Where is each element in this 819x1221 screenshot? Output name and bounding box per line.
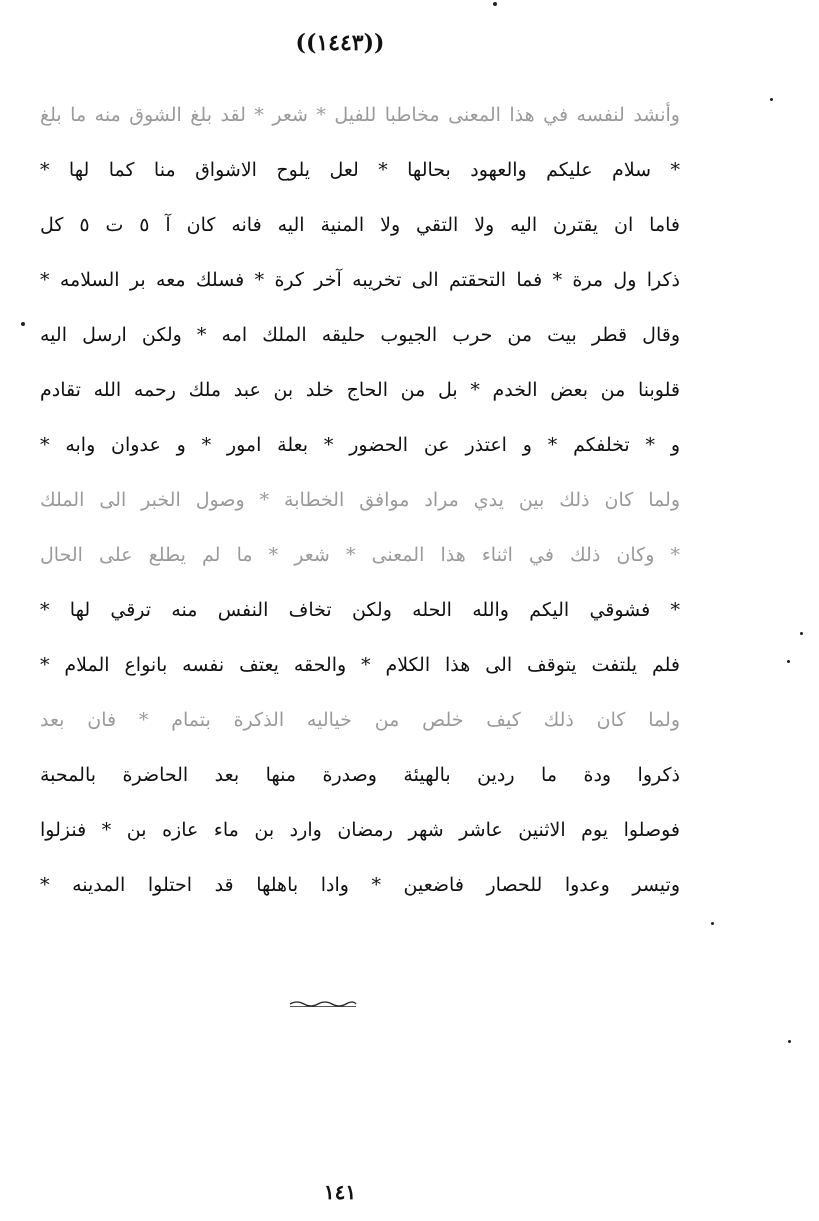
manuscript-text-block	[40, 88, 680, 913]
manuscript-line: فاما ان يقترن اليه ولا التقي ولا المنية اليه فانه كان آ ٥ ت ٥ كل	[40, 214, 680, 236]
page-number: ((١٤٤٣))	[295, 30, 385, 56]
manuscript-line: وأنشد لنفسه في هذا المعنى مخاطبا للفيل * شعر * لقد بلغ الشوق منه ما بلغ	[40, 104, 680, 126]
footer-folio-mark: ١٤١	[323, 1180, 357, 1204]
ink-speck	[770, 98, 773, 101]
manuscript-line: * سلام عليكم والعهود بحالها * لعل يلوح الاشواق منا كما لها *	[40, 159, 680, 181]
ink-speck	[788, 1040, 791, 1043]
ink-speck	[800, 632, 803, 635]
ink-speck	[21, 322, 25, 326]
manuscript-line: * وكان ذلك في اثناء هذا المعنى * شعر * ما لم يطلع على الحال	[40, 544, 680, 566]
ink-speck	[493, 2, 497, 6]
manuscript-line: ذكرا ول مرة * فما التحقتم الى تخريبه آخر كرة * فسلك معه بر السلامه *	[40, 269, 680, 291]
manuscript-line: * فشوقي اليكم والله الحله ولكن تخاف النفس منه ترقي لها *	[40, 599, 680, 621]
manuscript-line: قلوبنا من بعض الخدم * بل من الحاج خلد بن عبد ملك رحمه الله تقادم	[40, 379, 680, 401]
manuscript-line: فلم يلتفت يتوقف الى هذا الكلام * والحقه يعتف نفسه بانواع الملام *	[40, 654, 680, 676]
manuscript-line: فوصلوا يوم الاثنين عاشر شهر رمضان وارد بن ماء عازه بن * فنزلوا	[40, 819, 680, 841]
manuscript-line: ولما كان ذلك بين يدي مراد موافق الخطابة * وصول الخبر الى الملك	[40, 489, 680, 511]
manuscript-line: و * تخلفكم * و اعتذر عن الحضور * بعلة امور * و عدوان وابه *	[40, 434, 680, 456]
ink-speck	[787, 660, 790, 663]
manuscript-line: ولما كان ذلك كيف خلص من خياليه الذكرة بتمام * فان بعد	[40, 709, 680, 731]
manuscript-line: ذكروا ودة ما ردين بالهيئة وصدرة منها بعد الحاضرة بالمحبة	[40, 764, 680, 786]
ink-speck	[711, 922, 714, 925]
ornamental-flourish	[288, 1000, 358, 1008]
manuscript-line: وقال قطر بيت من حرب الجيوب حليقه الملك امه * ولكن ارسل اليه	[40, 324, 680, 346]
manuscript-line: وتيسر وعدوا للحصار فاضعين * وادا باهلها قد احتلوا المدينه *	[40, 874, 680, 896]
